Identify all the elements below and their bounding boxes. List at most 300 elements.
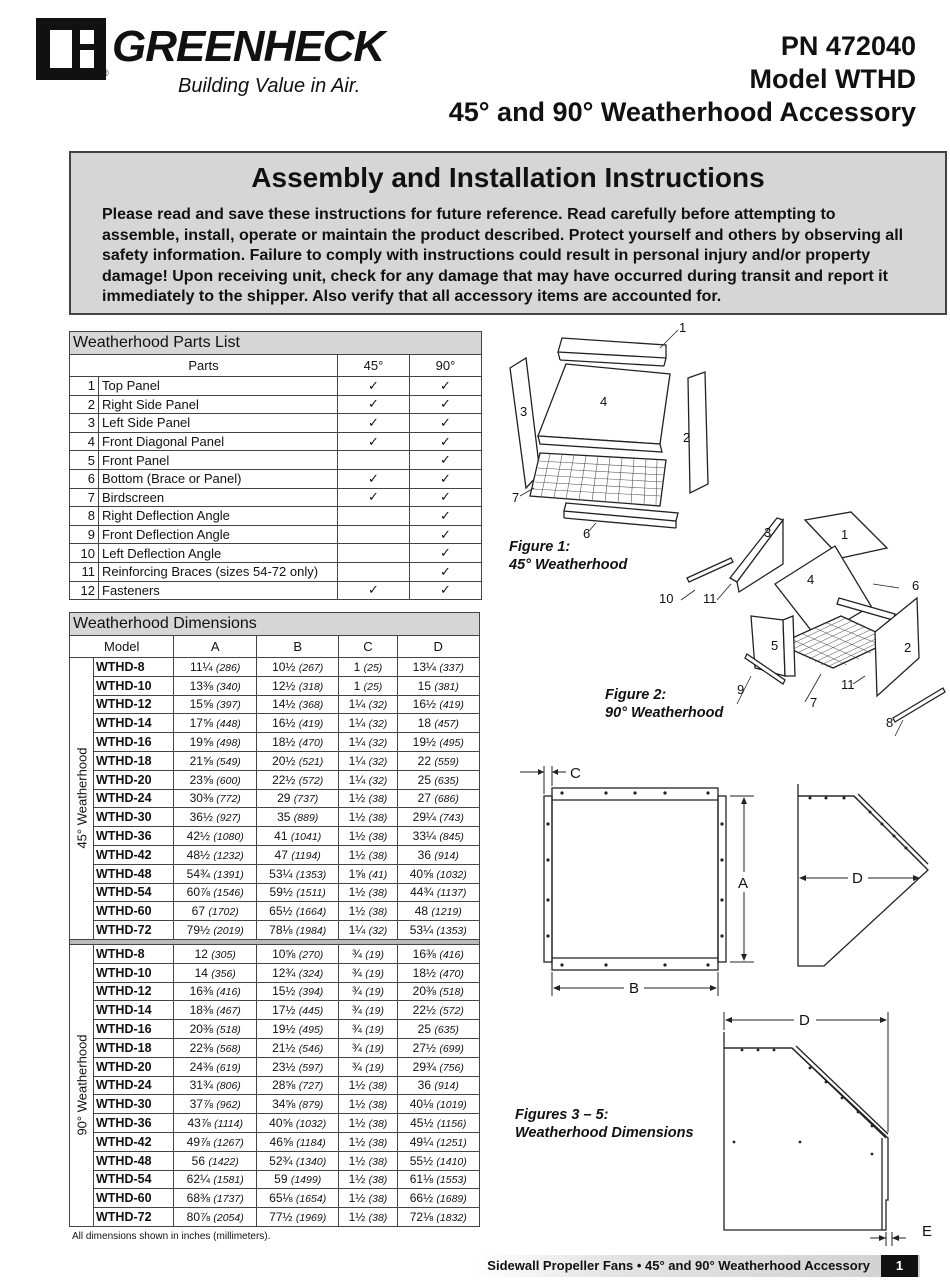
dimension-inches: 24⅜ bbox=[189, 1059, 213, 1074]
table-row bbox=[70, 827, 480, 846]
part-number-cell: 11 bbox=[70, 562, 99, 581]
dimension-millimeters: (38) bbox=[368, 849, 388, 862]
dimension-millimeters: (1032) bbox=[436, 868, 467, 881]
model-cell: WTHD-10 bbox=[94, 963, 174, 982]
dimension-inches: 43⅞ bbox=[187, 1116, 211, 1131]
dimension-millimeters: (470) bbox=[439, 967, 464, 980]
dimension-cell bbox=[256, 714, 338, 733]
dimension-millimeters: (1689) bbox=[436, 1193, 467, 1206]
dimension-inches: 18½ bbox=[272, 735, 296, 750]
dimension-cell bbox=[174, 695, 256, 714]
dimension-cell bbox=[339, 1114, 397, 1133]
dimension-inches: 22 bbox=[417, 753, 431, 768]
dimension-millimeters: (572) bbox=[298, 774, 324, 787]
table-row bbox=[70, 581, 482, 600]
dimension-cell bbox=[339, 1001, 397, 1020]
dimension-millimeters: (889) bbox=[293, 812, 319, 825]
dimension-inches: 21⅝ bbox=[189, 753, 213, 768]
dimension-cell bbox=[397, 963, 480, 982]
parts-col-90: 90° bbox=[410, 355, 482, 377]
table-row bbox=[70, 451, 482, 470]
dimension-cell bbox=[339, 1057, 397, 1076]
group-label: 90° Weatherhood bbox=[74, 1034, 89, 1136]
model-cell: WTHD-14 bbox=[94, 714, 174, 733]
dimension-millimeters: (518) bbox=[216, 1024, 241, 1037]
dimension-cell bbox=[256, 883, 338, 902]
dimension-inches: 56 bbox=[191, 1153, 206, 1168]
dimension-cell bbox=[339, 1151, 397, 1170]
fig2-callout-7: 7 bbox=[810, 695, 818, 710]
check-45-cell: ✓ bbox=[338, 395, 410, 414]
dimension-cell bbox=[339, 1095, 397, 1114]
dimension-millimeters: (619) bbox=[216, 1061, 241, 1074]
dimension-cell bbox=[339, 921, 397, 940]
dimension-cell bbox=[339, 845, 397, 864]
part-number-cell: 5 bbox=[70, 451, 99, 470]
table-row bbox=[70, 1132, 480, 1151]
table-row bbox=[70, 432, 482, 451]
greenheck-logo bbox=[36, 18, 385, 103]
dimension-millimeters: (1032) bbox=[295, 1118, 327, 1131]
table-row bbox=[70, 658, 480, 677]
dimension-millimeters: (38) bbox=[368, 906, 388, 919]
dimension-inches: 28⅝ bbox=[272, 1078, 296, 1093]
dimension-cell bbox=[256, 1132, 338, 1151]
dimension-millimeters: (727) bbox=[298, 1080, 324, 1093]
fig1-callout-2: 2 bbox=[683, 430, 691, 445]
dimension-cell bbox=[174, 864, 256, 883]
dimension-cell bbox=[256, 751, 338, 770]
dimension-millimeters: (1137) bbox=[436, 887, 467, 900]
dimension-cell bbox=[397, 1189, 480, 1208]
dimension-inches: 55½ bbox=[409, 1153, 434, 1168]
dimension-cell bbox=[397, 1038, 480, 1057]
part-name-cell: Front Diagonal Panel bbox=[99, 432, 338, 451]
dimension-cell bbox=[174, 1189, 256, 1208]
dimension-cell bbox=[339, 808, 397, 827]
dimension-cell bbox=[339, 827, 397, 846]
figure-3-5-caption: Figures 3 – 5: Weatherhood Dimensions bbox=[515, 1107, 694, 1141]
dimension-cell bbox=[174, 1076, 256, 1095]
dimension-cell bbox=[397, 808, 480, 827]
dimension-inches: 80⅞ bbox=[186, 1210, 211, 1224]
parts-list-table bbox=[69, 331, 482, 600]
dimension-inches: 65½ bbox=[269, 904, 293, 919]
table-row bbox=[70, 789, 480, 808]
dimension-inches: 1½ bbox=[348, 1116, 366, 1131]
dimension-inches: 14½ bbox=[272, 697, 296, 712]
dimension-millimeters: (19) bbox=[365, 986, 384, 999]
dimension-inches: 53¼ bbox=[269, 866, 293, 881]
dimension-inches: 1 bbox=[353, 659, 361, 674]
dimension-cell bbox=[339, 944, 397, 963]
dimension-millimeters: (318) bbox=[298, 680, 324, 693]
dimension-cell bbox=[174, 733, 256, 752]
dimension-cell bbox=[256, 1151, 338, 1170]
dimension-millimeters: (416) bbox=[216, 986, 241, 999]
dimension-cell bbox=[174, 1114, 256, 1133]
dimension-inches: 33¼ bbox=[412, 829, 436, 844]
dimension-millimeters: (19) bbox=[365, 1061, 384, 1074]
dimension-millimeters: (568) bbox=[216, 1042, 241, 1055]
dimension-inches: 40⅝ bbox=[409, 866, 434, 881]
dimension-inches: 27½ bbox=[412, 1040, 436, 1055]
model-cell: WTHD-10 bbox=[94, 676, 174, 695]
dimension-millimeters: (495) bbox=[298, 1024, 324, 1037]
dimension-inches: 35 bbox=[277, 810, 291, 825]
parts-col-header: Parts bbox=[70, 355, 338, 377]
figure-3-5-dimension-diagrams bbox=[510, 760, 950, 1250]
dimension-inches: 44¾ bbox=[410, 885, 434, 900]
dimension-inches: 15⅝ bbox=[189, 697, 213, 712]
dimension-cell bbox=[256, 902, 338, 921]
document-title-block bbox=[449, 30, 916, 129]
dimension-cell bbox=[174, 902, 256, 921]
dimension-inches: 20⅜ bbox=[412, 984, 436, 999]
dims-col-d: D bbox=[397, 636, 480, 658]
dimension-millimeters: (38) bbox=[368, 887, 388, 900]
check-90-cell: ✓ bbox=[410, 525, 482, 544]
check-45-cell: ✓ bbox=[338, 469, 410, 488]
dimension-cell bbox=[256, 1020, 338, 1039]
dimension-inches: 27 bbox=[417, 791, 431, 806]
dimension-cell bbox=[256, 658, 338, 677]
dim-label-e: E bbox=[922, 1223, 933, 1240]
part-name-cell: Right Deflection Angle bbox=[99, 507, 338, 526]
dimension-millimeters: (19) bbox=[365, 967, 384, 980]
dimension-millimeters: (2054) bbox=[213, 1212, 244, 1224]
check-45-cell: ✓ bbox=[338, 414, 410, 433]
check-45-cell: ✓ bbox=[338, 488, 410, 507]
model-cell: WTHD-42 bbox=[94, 845, 174, 864]
dimension-cell bbox=[256, 789, 338, 808]
dimension-inches: ¾ bbox=[351, 965, 362, 980]
dimension-cell bbox=[397, 770, 480, 789]
dimension-inches: 25 bbox=[417, 1022, 431, 1037]
dimension-millimeters: (32) bbox=[368, 925, 388, 938]
dimension-inches: ¾ bbox=[351, 984, 362, 999]
table-row bbox=[70, 714, 480, 733]
dimension-inches: 23½ bbox=[272, 1059, 296, 1074]
dimension-inches: 1¼ bbox=[348, 923, 366, 938]
fig1-callout-6: 6 bbox=[583, 526, 591, 541]
table-row bbox=[70, 733, 480, 752]
check-90-cell: ✓ bbox=[410, 377, 482, 396]
dimension-millimeters: (416) bbox=[439, 948, 464, 961]
dimension-cell bbox=[339, 751, 397, 770]
dimension-cell bbox=[397, 714, 480, 733]
model-title: Model WTHD bbox=[749, 64, 916, 94]
dimension-cell bbox=[174, 944, 256, 963]
dimension-millimeters: (38) bbox=[368, 1099, 388, 1112]
table-row bbox=[70, 808, 480, 827]
fig1-callout-3: 3 bbox=[520, 404, 528, 419]
model-cell: WTHD-72 bbox=[94, 921, 174, 940]
group-label-cell bbox=[70, 658, 94, 940]
model-cell: WTHD-54 bbox=[94, 1170, 174, 1189]
model-cell: WTHD-18 bbox=[94, 751, 174, 770]
dimension-inches: 62¼ bbox=[186, 1172, 211, 1187]
dimension-inches: 1½ bbox=[348, 1097, 366, 1112]
dimension-millimeters: (38) bbox=[368, 1193, 388, 1206]
dimension-inches: 13¼ bbox=[412, 659, 436, 674]
model-cell: WTHD-60 bbox=[94, 902, 174, 921]
fig1-callout-4: 4 bbox=[600, 394, 608, 409]
dimension-inches: 65⅛ bbox=[269, 1191, 293, 1206]
part-number-cell: 4 bbox=[70, 432, 99, 451]
dim-label-b: B bbox=[629, 980, 640, 997]
dimension-millimeters: (25) bbox=[363, 680, 383, 693]
dimension-inches: 59½ bbox=[269, 885, 293, 900]
table-row bbox=[70, 921, 480, 940]
dimension-cell bbox=[256, 733, 338, 752]
table-row bbox=[70, 1057, 480, 1076]
dimension-millimeters: (41) bbox=[368, 868, 388, 881]
check-45-cell: ✓ bbox=[338, 581, 410, 600]
dimension-millimeters: (559) bbox=[434, 755, 459, 768]
dimension-cell bbox=[397, 883, 480, 902]
dimension-inches: 53¼ bbox=[409, 923, 434, 938]
dimension-millimeters: (419) bbox=[298, 718, 324, 731]
dimension-inches: 19½ bbox=[412, 735, 436, 750]
part-number-cell: 1 bbox=[70, 377, 99, 396]
dimension-cell bbox=[397, 902, 480, 921]
check-45-cell: ✓ bbox=[338, 377, 410, 396]
table-row bbox=[70, 944, 480, 963]
dimension-millimeters: (743) bbox=[439, 812, 464, 825]
dimension-cell bbox=[339, 864, 397, 883]
dimension-inches: 14 bbox=[194, 965, 208, 980]
dimension-inches: 12¾ bbox=[272, 965, 296, 980]
dimension-cell bbox=[174, 1057, 256, 1076]
dimension-cell bbox=[256, 1095, 338, 1114]
model-cell: WTHD-12 bbox=[94, 695, 174, 714]
check-45-cell: ✓ bbox=[338, 432, 410, 451]
dimension-inches: 47 bbox=[274, 847, 288, 862]
dimension-millimeters: (457) bbox=[434, 718, 459, 731]
model-cell: WTHD-16 bbox=[94, 1020, 174, 1039]
table-row bbox=[70, 414, 482, 433]
dimension-cell bbox=[256, 1114, 338, 1133]
dimension-millimeters: (1080) bbox=[213, 831, 244, 844]
fig1-callout-7: 7 bbox=[512, 490, 520, 505]
check-90-cell: ✓ bbox=[410, 507, 482, 526]
dimension-cell bbox=[174, 1095, 256, 1114]
dimension-inches: 52¾ bbox=[269, 1153, 293, 1168]
dimension-inches: 1¼ bbox=[348, 772, 366, 787]
table-row bbox=[70, 1020, 480, 1039]
fig2-callout-4: 4 bbox=[807, 572, 815, 587]
dimension-millimeters: (845) bbox=[439, 831, 464, 844]
dimension-cell bbox=[174, 1020, 256, 1039]
dimension-inches: 36½ bbox=[189, 810, 213, 825]
dimension-inches: 60⅞ bbox=[186, 885, 211, 900]
dimension-millimeters: (25) bbox=[363, 661, 383, 674]
table-row bbox=[70, 1208, 480, 1227]
dimension-inches: 10⅝ bbox=[272, 946, 296, 961]
dimension-cell bbox=[256, 864, 338, 883]
model-cell: WTHD-24 bbox=[94, 789, 174, 808]
logo-wordmark: GREENHECK bbox=[112, 22, 385, 71]
dimension-inches: 67 bbox=[191, 904, 206, 919]
dimension-inches: ¾ bbox=[351, 1022, 362, 1037]
model-cell: WTHD-30 bbox=[94, 808, 174, 827]
dimension-millimeters: (38) bbox=[368, 1174, 388, 1187]
table-row bbox=[70, 963, 480, 982]
dimension-millimeters: (1702) bbox=[208, 906, 239, 919]
check-45-cell bbox=[338, 451, 410, 470]
dimension-cell bbox=[339, 1208, 397, 1227]
dimension-inches: 29¾ bbox=[412, 1059, 436, 1074]
dimension-cell bbox=[397, 1095, 480, 1114]
part-name-cell: Birdscreen bbox=[99, 488, 338, 507]
assembly-title: Assembly and Installation Instructions bbox=[251, 162, 765, 193]
dimension-millimeters: (381) bbox=[434, 680, 459, 693]
dimension-inches: 1¼ bbox=[348, 697, 366, 712]
figure-2-caption: Figure 2: 90° Weatherhood bbox=[605, 687, 724, 721]
dimension-millimeters: (498) bbox=[216, 737, 241, 750]
dimension-millimeters: (32) bbox=[368, 755, 388, 768]
part-number-cell: 12 bbox=[70, 581, 99, 600]
dimension-inches: 1½ bbox=[348, 1172, 366, 1187]
part-number-cell: 3 bbox=[70, 414, 99, 433]
fig2-callout-11b: 11 bbox=[841, 677, 855, 692]
dimension-cell bbox=[339, 658, 397, 677]
dimension-cell bbox=[397, 1057, 480, 1076]
part-name-cell: Reinforcing Braces (sizes 54-72 only) bbox=[99, 562, 338, 581]
dimension-inches: 20⅜ bbox=[189, 1022, 213, 1037]
dimension-inches: 1¼ bbox=[348, 753, 366, 768]
dimension-cell bbox=[174, 827, 256, 846]
check-90-cell: ✓ bbox=[410, 562, 482, 581]
dimension-inches: 1 bbox=[353, 678, 361, 693]
part-number-cell: 6 bbox=[70, 469, 99, 488]
dimension-inches: 54¾ bbox=[186, 866, 211, 881]
dimension-cell bbox=[174, 1170, 256, 1189]
dimension-cell bbox=[397, 921, 480, 940]
dimension-cell bbox=[256, 1038, 338, 1057]
dimension-millimeters: (914) bbox=[434, 1080, 459, 1093]
dimension-inches: 77½ bbox=[269, 1210, 293, 1224]
dimension-inches: 29¼ bbox=[412, 810, 436, 825]
dimension-inches: 40⅝ bbox=[269, 1116, 293, 1131]
dimension-millimeters: (1422) bbox=[208, 1155, 239, 1168]
dimension-cell bbox=[339, 770, 397, 789]
dimension-millimeters: (756) bbox=[439, 1061, 464, 1074]
table-row bbox=[70, 1095, 480, 1114]
table-row bbox=[70, 1189, 480, 1208]
dimension-cell bbox=[339, 1132, 397, 1151]
dimension-cell bbox=[339, 1038, 397, 1057]
fig2-callout-1: 1 bbox=[841, 527, 849, 542]
dimension-cell bbox=[256, 921, 338, 940]
dimension-cell bbox=[339, 1020, 397, 1039]
fig2-callout-3: 3 bbox=[764, 525, 772, 540]
part-number-cell: 7 bbox=[70, 488, 99, 507]
dimension-millimeters: (1546) bbox=[213, 887, 244, 900]
dimension-millimeters: (467) bbox=[216, 1005, 241, 1018]
dimension-millimeters: (1410) bbox=[436, 1155, 467, 1168]
dimension-inches: 49⅞ bbox=[186, 1134, 211, 1149]
table-row bbox=[70, 770, 480, 789]
dimension-millimeters: (635) bbox=[434, 774, 459, 787]
fig2-callout-6: 6 bbox=[912, 578, 920, 593]
dimension-cell bbox=[256, 845, 338, 864]
dimension-inches: 1½ bbox=[348, 904, 366, 919]
dimension-millimeters: (879) bbox=[298, 1099, 324, 1112]
dim-label-d-90: D bbox=[799, 1012, 810, 1029]
dimension-millimeters: (597) bbox=[298, 1061, 324, 1074]
check-90-cell: ✓ bbox=[410, 432, 482, 451]
check-45-cell bbox=[338, 544, 410, 563]
dimension-cell bbox=[397, 1020, 480, 1039]
dimension-millimeters: (806) bbox=[216, 1080, 241, 1093]
dimension-inches: 21½ bbox=[272, 1040, 296, 1055]
dimension-millimeters: (546) bbox=[298, 1042, 324, 1055]
dimension-inches: ¾ bbox=[351, 946, 362, 961]
dimension-cell bbox=[397, 864, 480, 883]
dimension-millimeters: (1553) bbox=[436, 1174, 467, 1187]
dimension-inches: 37⅞ bbox=[189, 1097, 213, 1112]
dimensions-note: All dimensions shown in inches (millimeters). bbox=[72, 1231, 271, 1242]
dimension-millimeters: (772) bbox=[216, 793, 241, 806]
fig2-callout-11a: 11 bbox=[703, 591, 717, 606]
dimension-inches: 72⅛ bbox=[409, 1210, 434, 1224]
dimension-cell bbox=[174, 982, 256, 1001]
dimension-inches: 48½ bbox=[186, 847, 211, 862]
dimension-millimeters: (337) bbox=[439, 661, 464, 674]
dimension-cell bbox=[339, 1076, 397, 1095]
model-cell: WTHD-36 bbox=[94, 827, 174, 846]
part-number-cell: 8 bbox=[70, 507, 99, 526]
dimension-millimeters: (962) bbox=[216, 1099, 241, 1112]
dimension-inches: 17½ bbox=[272, 1003, 296, 1018]
part-name-cell: Left Deflection Angle bbox=[99, 544, 338, 563]
model-cell: WTHD-24 bbox=[94, 1076, 174, 1095]
dimension-inches: 1⅝ bbox=[348, 866, 366, 881]
dimension-millimeters: (286) bbox=[215, 661, 241, 674]
dimension-inches: 20½ bbox=[272, 753, 296, 768]
figure-1-caption: Figure 1: 45° Weatherhood bbox=[509, 539, 628, 573]
dimension-cell bbox=[174, 676, 256, 695]
dimension-inches: 1½ bbox=[348, 1210, 366, 1224]
dimension-millimeters: (38) bbox=[368, 831, 388, 844]
dimension-cell bbox=[174, 845, 256, 864]
model-cell: WTHD-8 bbox=[94, 658, 174, 677]
dimension-cell bbox=[339, 789, 397, 808]
check-90-cell: ✓ bbox=[410, 395, 482, 414]
dimension-millimeters: (32) bbox=[368, 699, 388, 712]
dimension-cell bbox=[397, 845, 480, 864]
dimension-millimeters: (397) bbox=[216, 699, 241, 712]
dimension-cell bbox=[174, 1132, 256, 1151]
dimension-cell bbox=[174, 921, 256, 940]
dimension-cell bbox=[339, 982, 397, 1001]
table-row bbox=[70, 469, 482, 488]
table-row bbox=[70, 1114, 480, 1133]
part-name-cell: Front Deflection Angle bbox=[99, 525, 338, 544]
dimension-cell bbox=[256, 1076, 338, 1095]
check-90-cell: ✓ bbox=[410, 414, 482, 433]
dimension-cell bbox=[339, 714, 397, 733]
dimension-millimeters: (1184) bbox=[296, 1136, 326, 1149]
dimension-inches: 61⅛ bbox=[409, 1172, 434, 1187]
dim-label-c: C bbox=[570, 765, 581, 782]
table-row bbox=[70, 845, 480, 864]
dimension-millimeters: (270) bbox=[298, 948, 324, 961]
dimension-cell bbox=[256, 1057, 338, 1076]
dimension-millimeters: (38) bbox=[368, 1118, 388, 1131]
